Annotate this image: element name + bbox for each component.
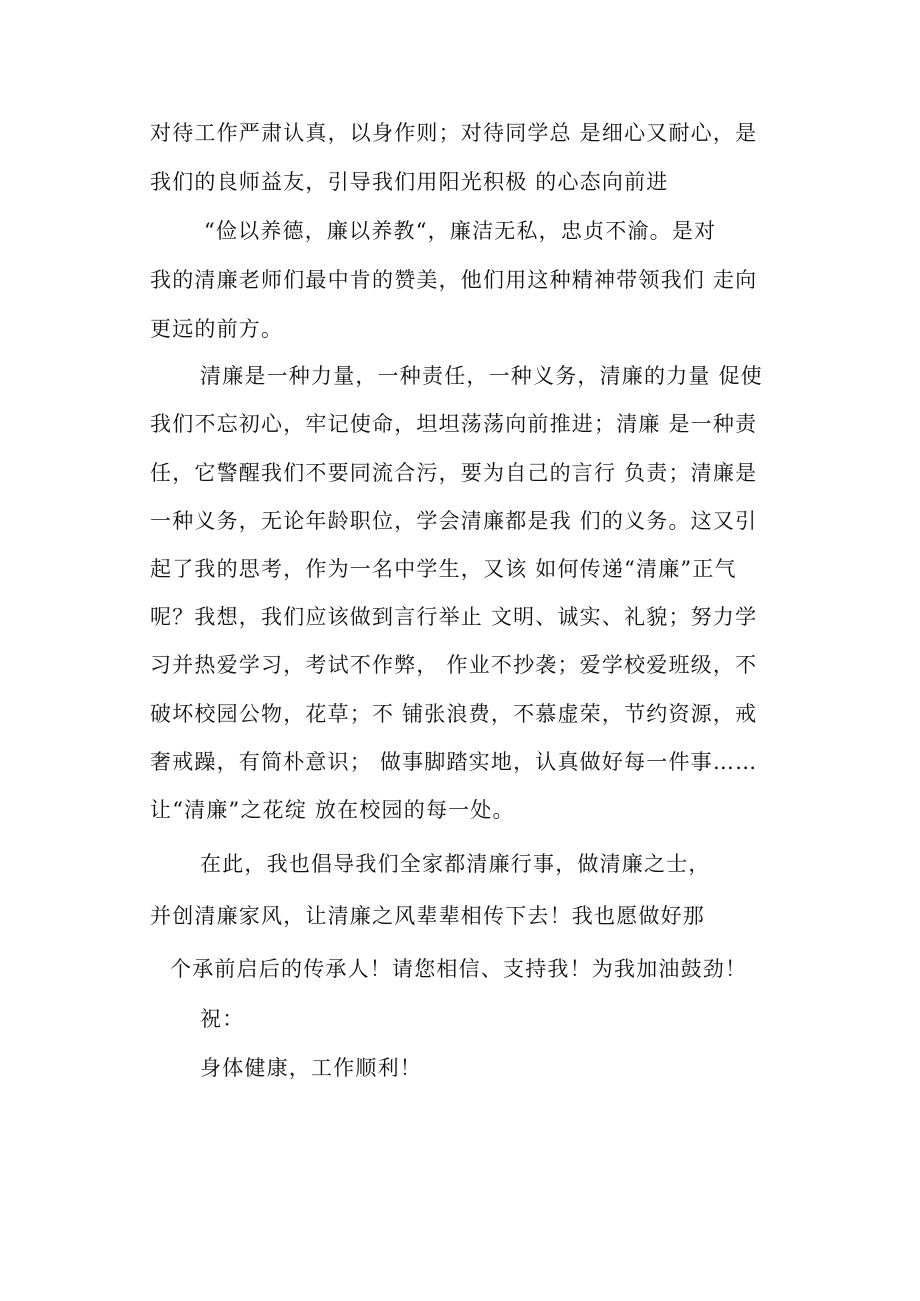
text-line: 对待工作严肃认真，以身作则；对待同学总 是细心又耐心，是	[150, 121, 758, 145]
text-line: 习并热爱学习，考试不作弊， 作业不抄袭；爱学校爱班级，不	[150, 653, 758, 677]
text-line: 让“清廉”之花绽 放在校园的每一处。	[150, 798, 515, 822]
text-line: 更远的前方。	[150, 317, 284, 341]
text-line: 任，它警醒我们不要同流合污，要为自己的言行 负责；清廉是	[150, 461, 758, 485]
text-line: 我们不忘初心，牢记使命，坦坦荡荡向前推进；清廉 是一种责	[150, 412, 758, 436]
text-line: 奢戒躁，有简朴意识； 做事脚踏实地，认真做好每一件事……	[150, 750, 758, 774]
text-line: 清廉是一种力量，一种责任，一种义务，清廉的力量 促使	[200, 364, 763, 388]
text-line: 一种义务，无论年龄职位，学会清廉都是我 们的义务。这又引	[150, 509, 758, 533]
text-line: 我的清廉老师们最中肯的赞美，他们用这种精神带领我们 走向	[150, 268, 758, 292]
text-line: 呢？我想，我们应该做到言行举止 文明、诚实、礼貌；努力学	[150, 605, 758, 629]
text-line: 破坏校园公物，花草；不 铺张浪费，不慕虚荣，节约资源，戒	[150, 702, 758, 726]
text-line: 在此，我也倡导我们全家都清廉行事，做清廉之士，	[200, 852, 711, 876]
text-line: 并创清廉家风，让清廉之风辈辈相传下去！我也愿做好那	[150, 904, 705, 928]
text-line: “俭以养德，廉以养教“，廉洁无私，忠贞不渝。是对	[204, 219, 717, 243]
text-line: 起了我的思考，作为一名中学生，又该 如何传递“清廉”正气	[150, 557, 737, 581]
closing-salutation: 祝：	[200, 1007, 245, 1031]
text-line: 个承前启后的传承人！请您相信、支持我！为我加油鼓劲！	[170, 957, 748, 981]
text-line: 我们的良师益友，引导我们用阳光积极 的心态向前进	[150, 170, 669, 194]
closing-wish: 身体健康，工作顺利！	[200, 1056, 422, 1080]
